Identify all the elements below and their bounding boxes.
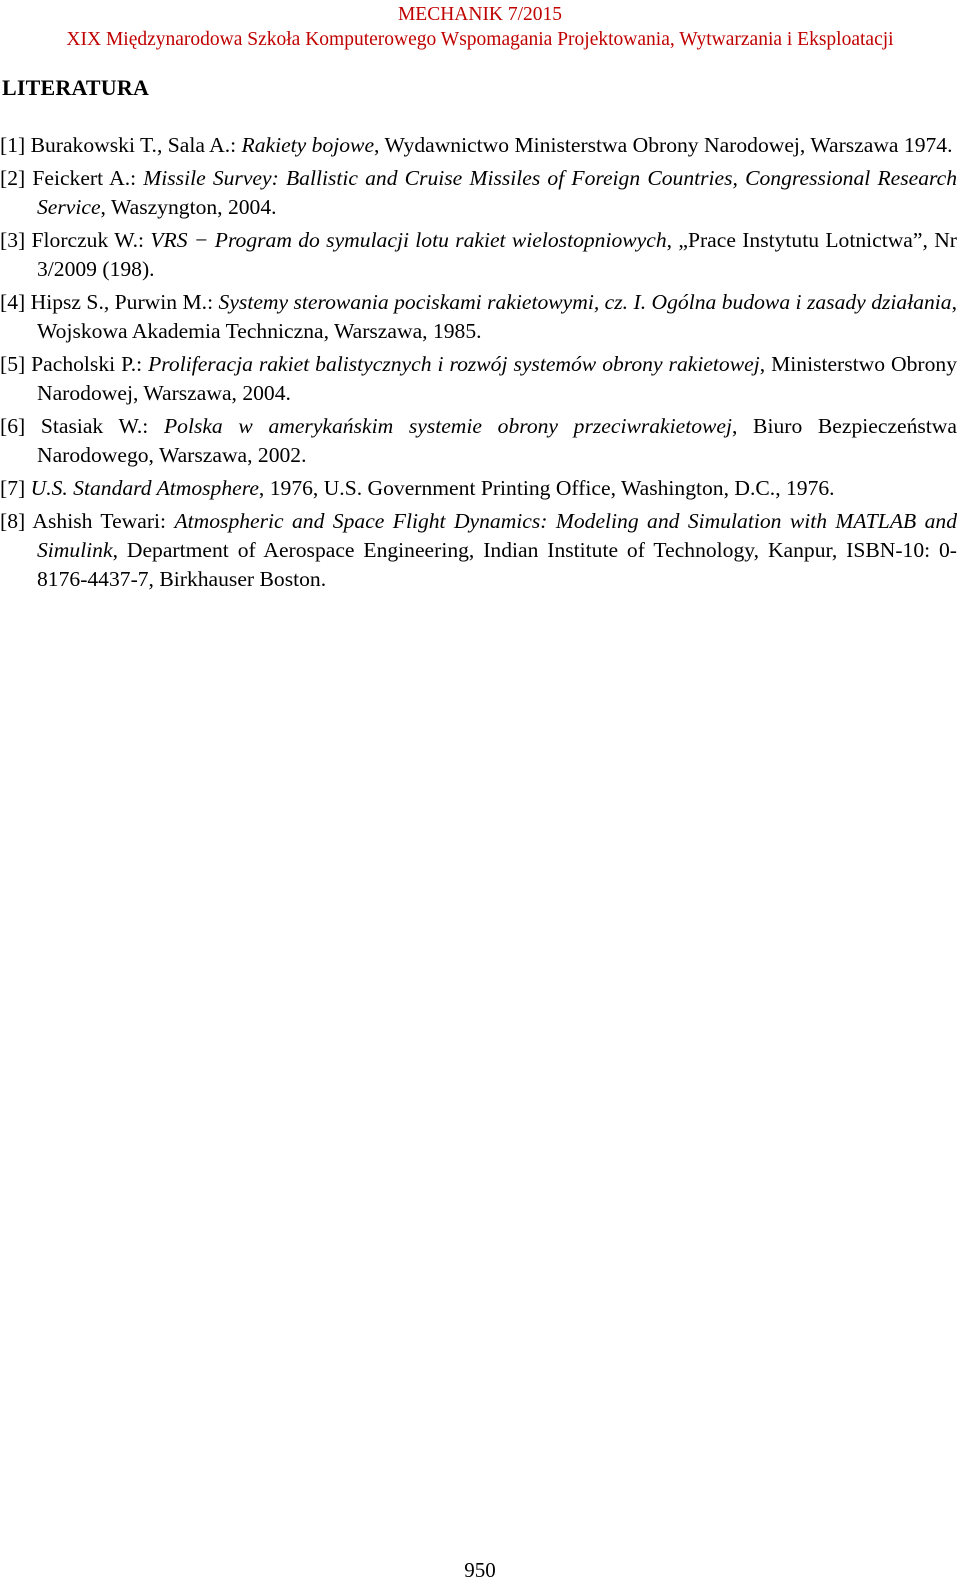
- reference-item: [0, 226, 957, 284]
- reference-title: Atmospheric and Space Flight Dynamics: Modeling and Simulation with MATLAB and Simulink: [37, 509, 957, 562]
- page-number: 950: [464, 1558, 496, 1582]
- reference-number: [5]: [0, 352, 26, 376]
- reference-authors: Ashish Tewari:: [25, 509, 175, 533]
- reference-title: Proliferacja rakiet balistycznych i rozwój systemów obrony rakietowej: [148, 352, 760, 376]
- reference-authors: Feickert A.:: [25, 166, 144, 190]
- reference-item: [0, 474, 957, 503]
- reference-item: [0, 288, 957, 346]
- reference-number: [3]: [0, 228, 26, 252]
- reference-details: , „Prace Instytutu Lotnictwa”, Nr 3/2009 (198).: [37, 228, 957, 281]
- journal-title: MECHANIK 7/2015: [397, 4, 563, 25]
- reference-details: , Wydawnictwo Ministerstwa Obrony Narodowej, Warszawa 1974.: [374, 133, 953, 157]
- reference-list: [0, 131, 957, 598]
- reference-title: Polska w amerykańskim systemie obrony przeciwrakietowej: [163, 414, 732, 438]
- reference-authors: Florczuk W.:: [25, 228, 151, 252]
- reference-details: , 1976, U.S. Government Printing Office, Washington, D.C., 1976.: [258, 476, 835, 500]
- reference-authors: Burakowski T., Sala A.:: [25, 133, 242, 157]
- reference-authors: Hipsz S., Purwin M.:: [25, 290, 219, 314]
- reference-number: [7]: [0, 476, 26, 500]
- reference-authors: Pacholski P.:: [25, 352, 149, 376]
- reference-number: [1]: [0, 133, 26, 157]
- reference-item: [0, 131, 957, 160]
- reference-item: [0, 350, 957, 408]
- reference-title: Rakiety bojowe: [241, 133, 375, 157]
- reference-details: , Waszyngton, 2004.: [100, 195, 277, 219]
- reference-title: U.S. Standard Atmosphere: [30, 476, 259, 500]
- reference-details: , Wojskowa Akademia Techniczna, Warszawa, 1985.: [37, 290, 957, 343]
- reference-number: [4]: [0, 290, 26, 314]
- reference-title: Systemy sterowania pociskami rakietowymi, cz. I. Ogólna budowa i zasady działania: [218, 290, 952, 314]
- conference-title: XIX Międzynarodowa Szkoła Komputerowego Wspomagania Projektowania, Wytwarzania i Eksploatacji: [66, 29, 894, 50]
- section-title: LITERATURA: [2, 75, 150, 100]
- reference-item: [0, 412, 957, 470]
- reference-number: [8]: [0, 509, 26, 533]
- reference-details: , Department of Aerospace Engineering, Indian Institute of Technology, Kanpur, ISBN-10: 0-8176-4437-7, Birkhauser Boston.: [37, 538, 957, 591]
- page-header: [0, 0, 960, 52]
- reference-number: [2]: [0, 166, 26, 190]
- reference-details: , Ministerstwo Obrony Narodowej, Warszawa, 2004.: [37, 352, 957, 405]
- reference-authors: Stasiak W.:: [25, 414, 164, 438]
- reference-details: , Biuro Bezpieczeństwa Narodowego, Warszawa, 2002.: [37, 414, 957, 467]
- reference-title: VRS − Program do symulacji lotu rakiet wielostopniowych: [150, 228, 667, 252]
- reference-item: [0, 507, 957, 594]
- reference-title: Missile Survey: Ballistic and Cruise Missiles of Foreign Countries, Congressional Research Service: [37, 166, 957, 219]
- reference-item: [0, 164, 957, 222]
- reference-number: [6]: [0, 414, 26, 438]
